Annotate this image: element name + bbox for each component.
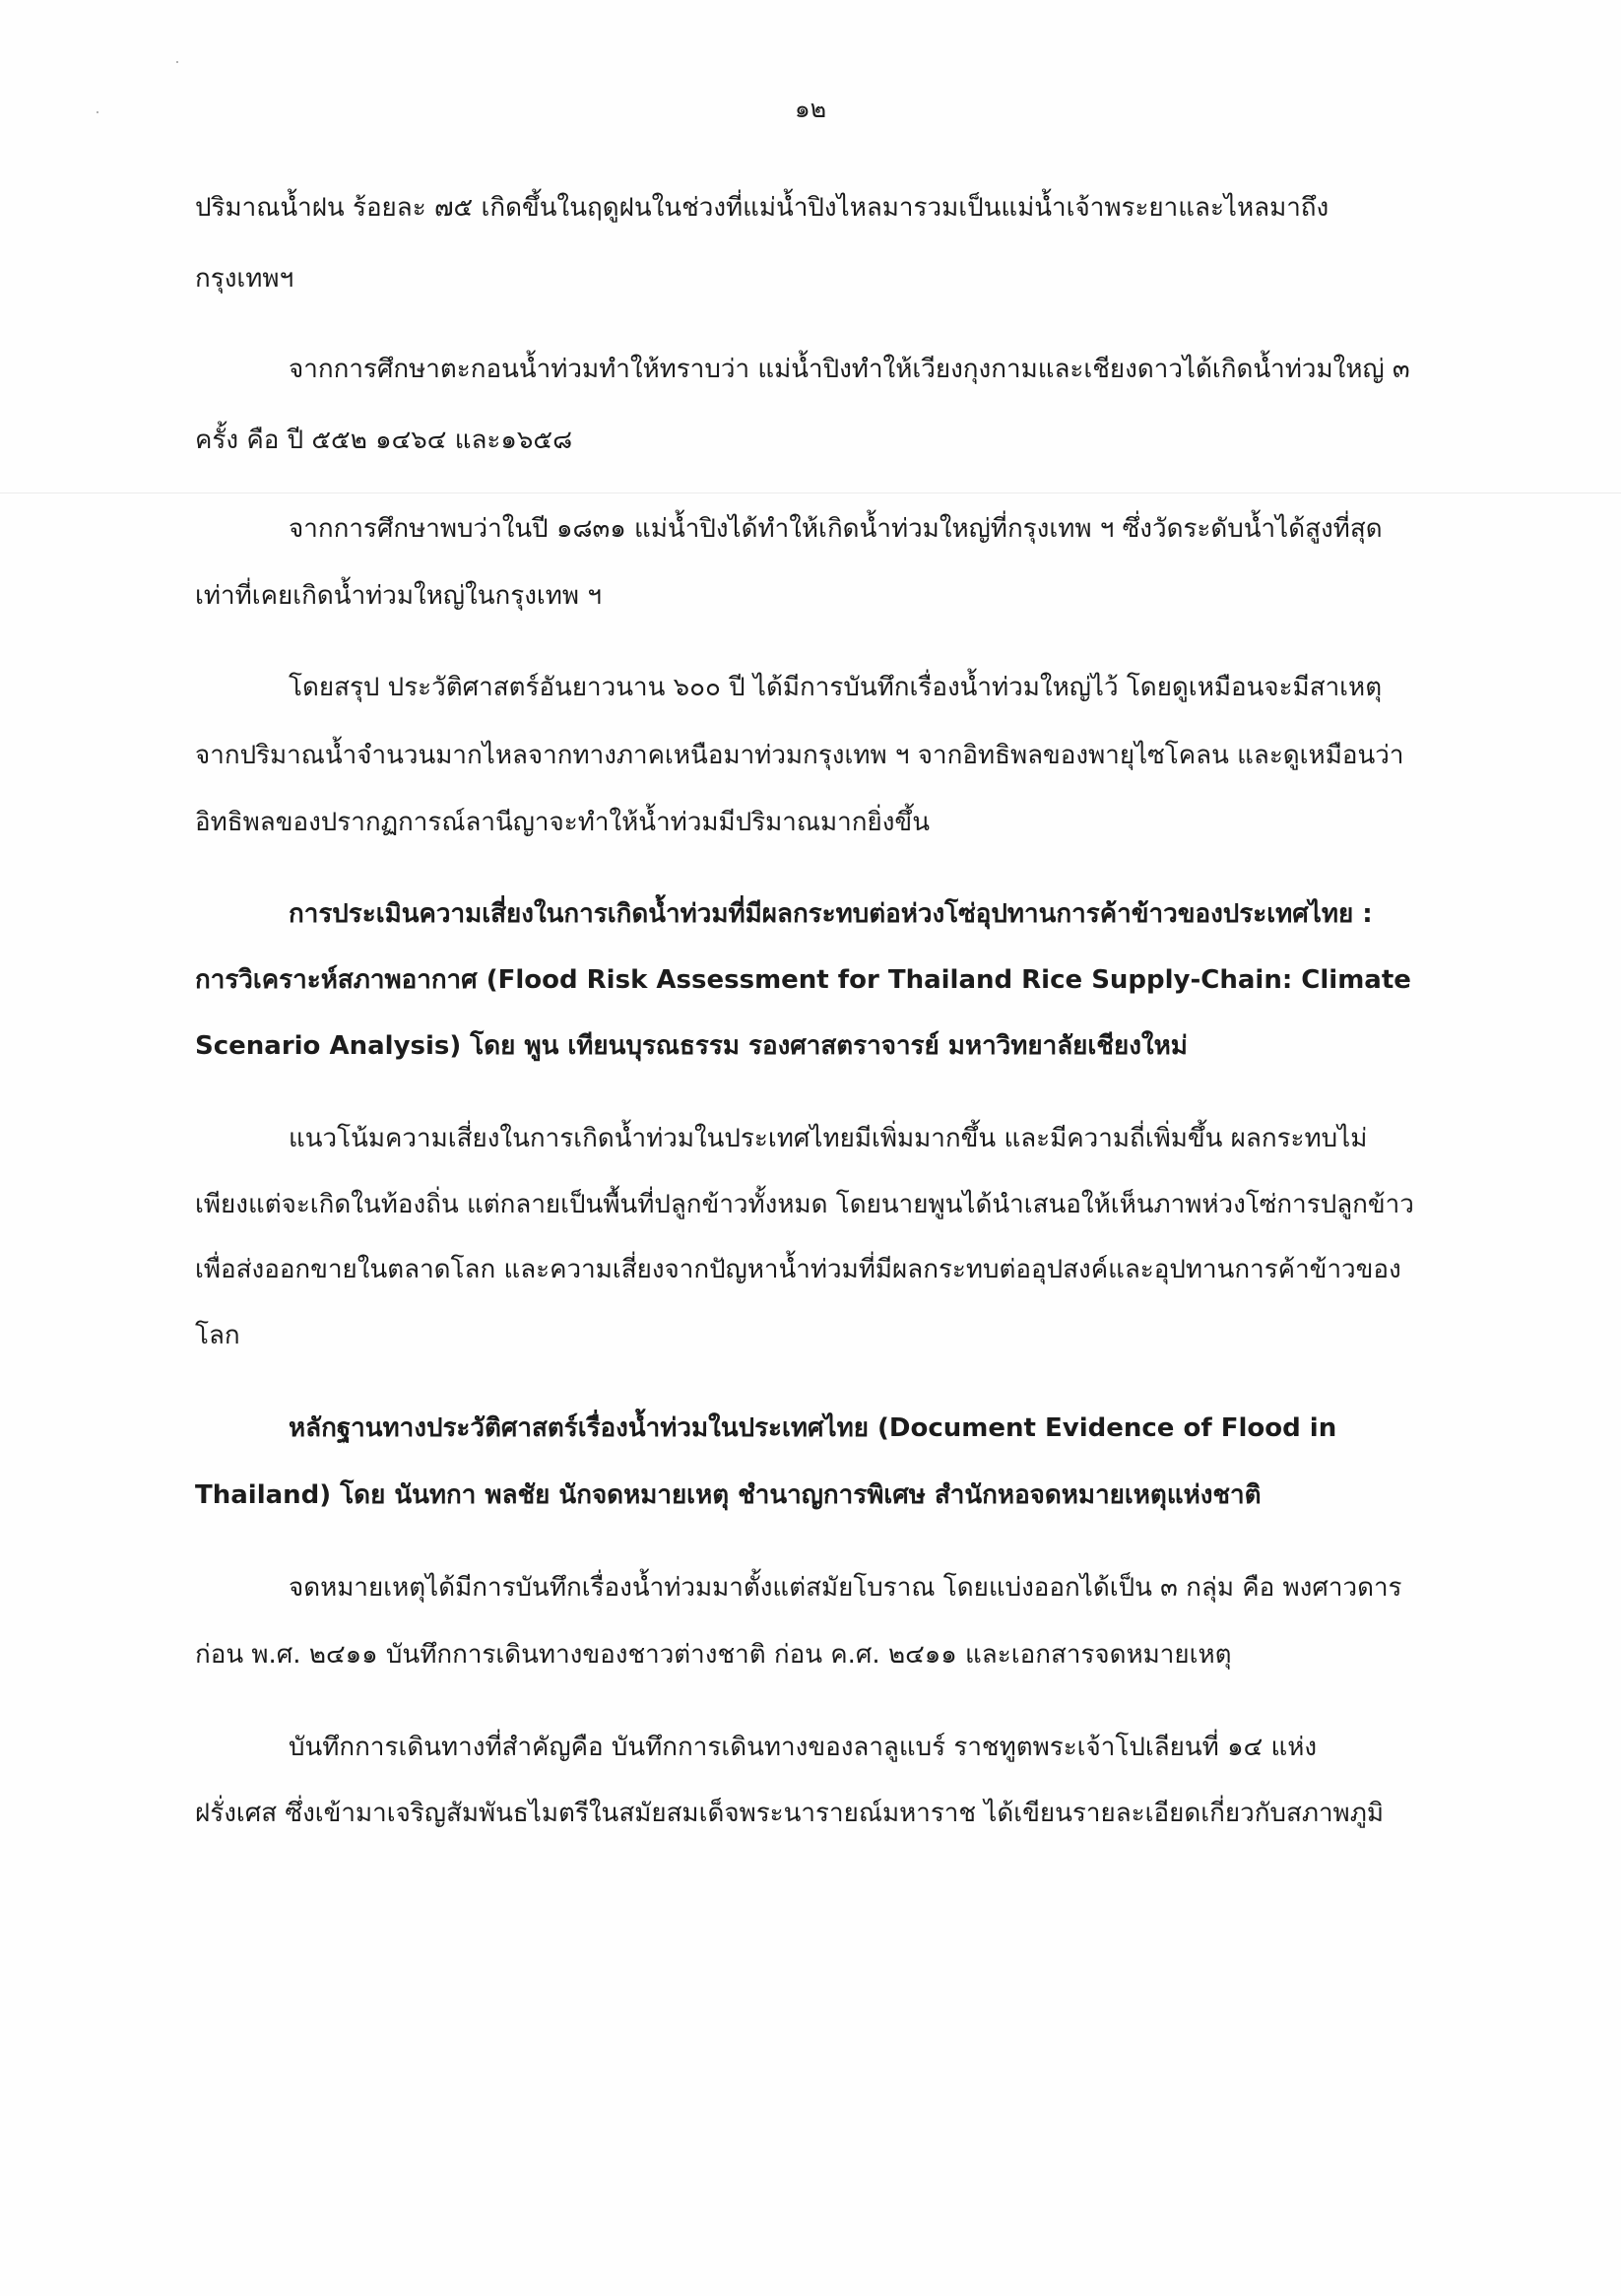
- paragraph-8-line-2: ก่อน พ.ศ. ๒๔๑๑ บันทึกการเดินทางของชาวต่างชาติ ก่อน ค.ศ. ๒๔๑๑ และเอกสารจดหมายเหตุ: [195, 1640, 1232, 1670]
- paragraph-6-line-4: โลก: [195, 1321, 240, 1350]
- page-number: ๑๒: [794, 95, 827, 123]
- paragraph-8-line-1: จดหมายเหตุได้มีการบันทึกเรื่องน้ำท่วมมาตั้งแต่สมัยโบราณ โดยแบ่งออกได้เป็น ๓ กลุ่ม คือ พงศาวดาร: [289, 1573, 1402, 1603]
- paragraph-4-line-1: โดยสรุป ประวัติศาสตร์อันยาวนาน ๖๐๐ ปี ได้มีการบันทึกเรื่องน้ำท่วมใหญ่ไว้ โดยดูเหมือนจะมีสาเหตุ: [289, 673, 1383, 702]
- paragraph-2-line-1: จากการศึกษาตะกอนน้ำท่วมทำให้ทราบว่า แม่น้ำปิงทำให้เวียงกุงกามและเชียงดาวได้เกิดน้ำท่วมใหญ่ ๓: [289, 355, 1410, 384]
- paragraph-6-line-3: เพื่อส่งออกขายในตลาดโลก และความเสี่ยงจากปัญหาน้ำท่วมที่มีผลกระทบต่ออุปสงค์และอุปทานการค้าข้าวของ: [195, 1255, 1401, 1284]
- section-heading-flood-risk-line-3: Scenario Analysis) โดย พูน เทียนบุรณธรรม รองศาสตราจารย์ มหาวิทยาลัยเชียงใหม่: [195, 1031, 1188, 1061]
- section-heading-document-evidence-line-2: Thailand) โดย นันทกา พลชัย นักจดหมายเหตุ ชำนาญการพิเศษ สำนักหอจดหมายเหตุแห่งชาติ: [195, 1480, 1262, 1510]
- section-heading-flood-risk-line-1: การประเมินความเสี่ยงในการเกิดน้ำท่วมที่มีผลกระทบต่อห่วงโซ่อุปทานการค้าข้าวของประเทศไทย :: [289, 899, 1373, 929]
- paragraph-6-line-1: แนวโน้มความเสี่ยงในการเกิดน้ำท่วมในประเทศไทยมีเพิ่มมากขึ้น และมีความถี่เพิ่มขึ้น ผลกระทบไม่: [289, 1124, 1368, 1153]
- paragraph-4-line-2: จากปริมาณน้ำจำนวนมากไหลจากทางภาคเหนือมาท่วมกรุงเทพ ฯ จากอิทธิพลของพายุไซโคลน และดูเหมือนว่า: [195, 741, 1404, 770]
- paragraph-3-line-1: จากการศึกษาพบว่าในปี ๑๘๓๑ แม่น้ำปิงได้ทำให้เกิดน้ำท่วมใหญ่ที่กรุงเทพ ฯ ซึ่งวัดระดับน้ำได้สูงที่สุด: [289, 514, 1383, 544]
- scan-speck: [176, 61, 178, 63]
- paragraph-2-line-2: ครั้ง คือ ปี ๕๕๒ ๑๔๖๔ และ๑๖๕๘: [195, 426, 573, 455]
- paragraph-1-line-2: กรุงเทพฯ: [195, 264, 294, 294]
- section-heading-flood-risk-line-2: การวิเคราะห์สภาพอากาศ (Flood Risk Assessment for Thailand Rice Supply-Chain: Climate: [195, 965, 1411, 995]
- scan-artifact-line: [0, 492, 1621, 493]
- paragraph-9-line-2: ฝรั่งเศส ซึ่งเข้ามาเจริญสัมพันธไมตรีในสมัยสมเด็จพระนารายณ์มหาราช ได้เขียนรายละเอียดเกี่ยวกับสภาพภูมิ: [195, 1799, 1384, 1828]
- paragraph-4-line-3: อิทธิพลของปรากฏการณ์ลานีญาจะทำให้น้ำท่วมมีปริมาณมากยิ่งขึ้น: [195, 808, 930, 837]
- paragraph-6-line-2: เพียงแต่จะเกิดในท้องถิ่น แต่กลายเป็นพื้นที่ปลูกข้าวทั้งหมด โดยนายพูนได้นำเสนอให้เห็นภาพห่วงโซ่การปลูกข้าว: [195, 1190, 1414, 1219]
- paragraph-3-line-2: เท่าที่เคยเกิดน้ำท่วมใหญ่ในกรุงเทพ ฯ: [195, 581, 602, 611]
- section-heading-document-evidence-line-1: หลักฐานทางประวัติศาสตร์เรื่องน้ำท่วมในประเทศไทย (Document Evidence of Flood in: [289, 1413, 1337, 1443]
- paragraph-1-line-1: ปริมาณน้ำฝน ร้อยละ ๗๕ เกิดขึ้นในฤดูฝนในช่วงที่แม่น้ำปิงไหลมารวมเป็นแม่น้ำเจ้าพระยาและไหลมาถึง: [195, 193, 1329, 223]
- paragraph-9-line-1: บันทึกการเดินทางที่สำคัญคือ บันทึกการเดินทางของลาลูแบร์ ราชทูตพระเจ้าโปเลียนที่ ๑๔ แห่ง: [289, 1733, 1318, 1762]
